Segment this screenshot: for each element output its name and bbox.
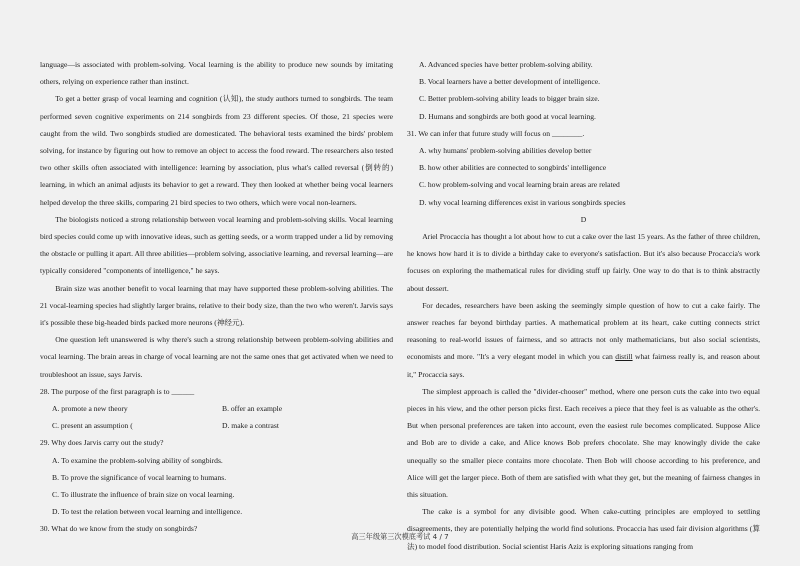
- left-column: [40, 56, 393, 538]
- paragraph-text: For decades, researchers have been asking the seemingly simple question of how to cut a cake fairly. The answer reaches far beyond birthday parties. A mathematical problem at its heart, cake cutting connects strict reasoning to real-world issues of fairness, and so attracts not only mathematicians, but also social scientists, economists and more. "It's a very elegant model in which you can: [407, 300, 760, 362]
- option-a[interactable]: A. Advanced species have better problem-solving ability.: [419, 60, 593, 69]
- option-d[interactable]: D. why vocal learning differences exist in various songbirds species: [419, 197, 626, 207]
- question-28: 28. The purpose of the first paragraph is to ______: [40, 386, 195, 396]
- paragraph: Ariel Procaccia has thought a lot about how to cut a cake over the last 15 years. As the father of three children, he knows how hard it is to divide a birthday cake to everyone's satisfaction. But it's also because Procaccia's work focuses on exploring the mathematical rules for dividing stuff up fairly. One way to do that is to think abstractly about dessert.: [407, 232, 760, 293]
- question-28-options-row-1: [40, 400, 393, 417]
- option-d[interactable]: D. To test the relation between vocal learning and intelligence.: [52, 507, 243, 517]
- paragraph: The simplest approach is called the "divider-chooser" method, where one person cuts the cake into two equal pieces in his view, and the other person picks first. Each receives a piece that they feel is as valuable as the other's. But when personal preferences are taken into account, even the easiest rule becomes complicated. Suppose Alice and Bob are to divide a cake, and Alice knows Bob prefers chocolate. She may knowingly divide the cake unequally so the smaller piece contains more chocolate. Then Bob will choose according to his preference, and Alice will get the larger piece. Both of them are satisfied with what they get, but the meaning of fairness changes in this situation.: [407, 386, 760, 500]
- option-b[interactable]: B. offer an example: [222, 404, 283, 414]
- question-31: 31. We can infer that future study will focus on ________.: [407, 128, 585, 138]
- option-c[interactable]: C. To illustrate the influence of brain size on vocal learning.: [52, 490, 235, 500]
- option-b[interactable]: B. Vocal learners have a better development of intelligence.: [419, 77, 601, 87]
- question-30: 30. What do we know from the study on songbirds?: [40, 524, 198, 534]
- underlined-word: distill: [615, 352, 633, 362]
- paragraph: language—is associated with problem-solving. Vocal learning is the ability to produce new sounds by imitating others, relying on experience rather than instinct.: [40, 60, 393, 87]
- paragraph: The cake is a symbol for any divisible good. When cake-cutting principles are employed to settling disagreements, they are potentially helping the world find solutions. Procaccia has used fair division algorithms (算法) to model food distribution. Social scientist Haris Aziz is exploring situations ranging from: [407, 507, 760, 551]
- paragraph: One question left unanswered is why there's such a strong relationship between problem-solving abilities and vocal learning. The brain areas in charge of vocal learning are not the same ones that get activated when we need to troubleshoot an issue, says Jarvis.: [40, 335, 393, 379]
- option-d[interactable]: D. make a contrast: [222, 421, 279, 431]
- page-footer: 高三年级第三次模底考试 4 / 7: [351, 532, 449, 541]
- option-a[interactable]: A. To examine the problem-solving ability of songbirds.: [52, 455, 223, 465]
- question-29: 29. Why does Jarvis carry out the study?: [40, 438, 164, 448]
- question-28-options-row-2: [40, 417, 393, 434]
- option-b[interactable]: B. how other abilities are connected to songbirds' intelligence: [419, 163, 607, 173]
- option-c[interactable]: C. Better problem-solving ability leads to bigger brain size.: [419, 94, 600, 104]
- paragraph-text: what fairness really is, and reason about it," Procaccia says.: [407, 352, 761, 379]
- paragraph: To get a better grasp of vocal learning and cognition (认知), the study authors turned to songbirds. The team performed seven cognitive experiments on 214 songbirds from 23 different species. Of those, 21 species were caught from the wild. Two songbirds studied are domesticated. The behavioral tests examined the birds' problem solving, for instance by figuring out how to remove an object to access the food reward. The researchers also tested two other skills often associated with intelligence: learning by association, plus what's called reversal (倒转的) learning, in which an animal adjusts its behavior to get a reward. They then looked at whether being vocal learners helped develop the three skills, comparing 21 bird species to two others, which were vocal non-learners.: [40, 94, 393, 207]
- paragraph: The biologists noticed a strong relationship between vocal learning and problem-solving skills. Vocal learning bird species could come up with innovative ideas, such as getting seeds, or a worm trapped under a lid by removing the obstacle or pulling it apart. All three abilities—problem solving, associative learning, and reversal learning—are typically considered "components of intelligence," he says.: [40, 214, 393, 276]
- right-column: [407, 56, 760, 555]
- paragraph: Brain size was another benefit to vocal learning that may have supported these problem-solving abilities. The 21 vocal-learning species had slightly larger brains, relative to their body size, than the two who weren't. Jarvis says it's possible these big-headed birds packed more neurons (神经元).: [40, 283, 393, 328]
- option-a[interactable]: A. why humans' problem-solving abilities develop better: [419, 146, 592, 156]
- section-heading: D: [580, 214, 587, 224]
- option-a[interactable]: A. promote a new theory: [52, 404, 128, 414]
- option-d[interactable]: D. Humans and songbirds are both good at vocal learning.: [419, 111, 596, 121]
- option-c[interactable]: C. present an assumption (: [52, 421, 133, 431]
- option-b[interactable]: B. To prove the significance of vocal learning to humans.: [52, 472, 227, 482]
- option-c[interactable]: C. how problem-solving and vocal learning brain areas are related: [419, 180, 620, 190]
- paragraph: [407, 297, 760, 383]
